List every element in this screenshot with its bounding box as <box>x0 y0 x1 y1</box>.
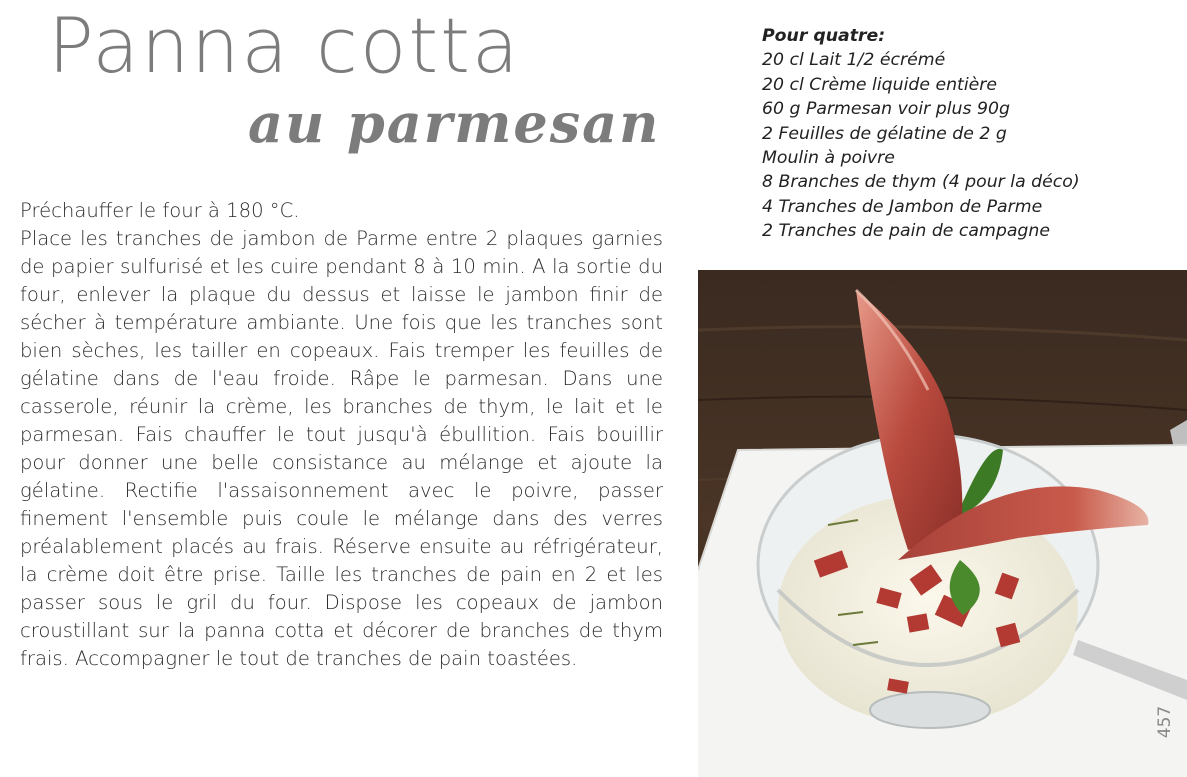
ingredient-item: 4 Tranches de Jambon de Parme <box>762 196 1043 217</box>
ingredient-item: 20 cl Crème liquide entière <box>762 74 997 95</box>
title-subtitle: au parmesan <box>248 91 661 155</box>
page-number: 457 <box>1155 705 1175 739</box>
ingredients-heading: Pour quatre: <box>762 26 886 46</box>
ingredient-item: 20 cl Lait 1/2 écrémé <box>762 50 946 71</box>
ingredient-item: 2 Tranches de pain de campagne <box>762 221 1050 242</box>
ingredients-list <box>762 24 1172 244</box>
ingredient-item: 60 g Parmesan voir plus 90g <box>762 99 1010 120</box>
title-main: Panna cotta <box>48 1 521 90</box>
ingredient-items <box>762 48 1172 243</box>
method-text <box>20 197 663 673</box>
ingredient-item: Moulin à poivre <box>762 148 895 169</box>
ingredient-item: 2 Feuilles de gélatine de 2 g <box>762 123 1007 144</box>
method-preheat: Préchauffer le four à 180 °C. <box>20 199 300 222</box>
ingredient-item: 8 Branches de thym (4 pour la déco) <box>762 172 1080 193</box>
method-instructions: Place les tranches de jambon de Parme entre 2 plaques garnies de papier sulfurisé et les cuire pendant 8 à 10 min. A la sortie du four, enlever la plaque du dessus et laisse le jambon finir de sécher à température ambiante. Une fois que les tranches sont bien sèches, les tailler en copeaux. Fais tremper les feuilles de gélatine dans de l'eau froide. Râpe le parmesan. Dans une casserole, réunir la crème, les branches de thym, le lait et le parmesan. Fais chauffer le tout jusqu'à ébullition. Fais bouillir pour donner une belle consistance au mélange et ajoute la gélatine. Rectifie l'assaisonnement avec le poivre, passer finement l'ensemble puis coule le mélange dans des verres préalablement placés au frais. Réserve ensuite au réfrigérateur, la crème doit être prise. Taille les tranches de pain en 2 et les passer sous le gril du four. Dispose les copeaux de jambon croustillant sur la panna cotta et décorer de branches de thym frais. Accompagner le tout de tranches de pain toastées. <box>20 227 663 670</box>
dish-photo <box>698 270 1187 777</box>
